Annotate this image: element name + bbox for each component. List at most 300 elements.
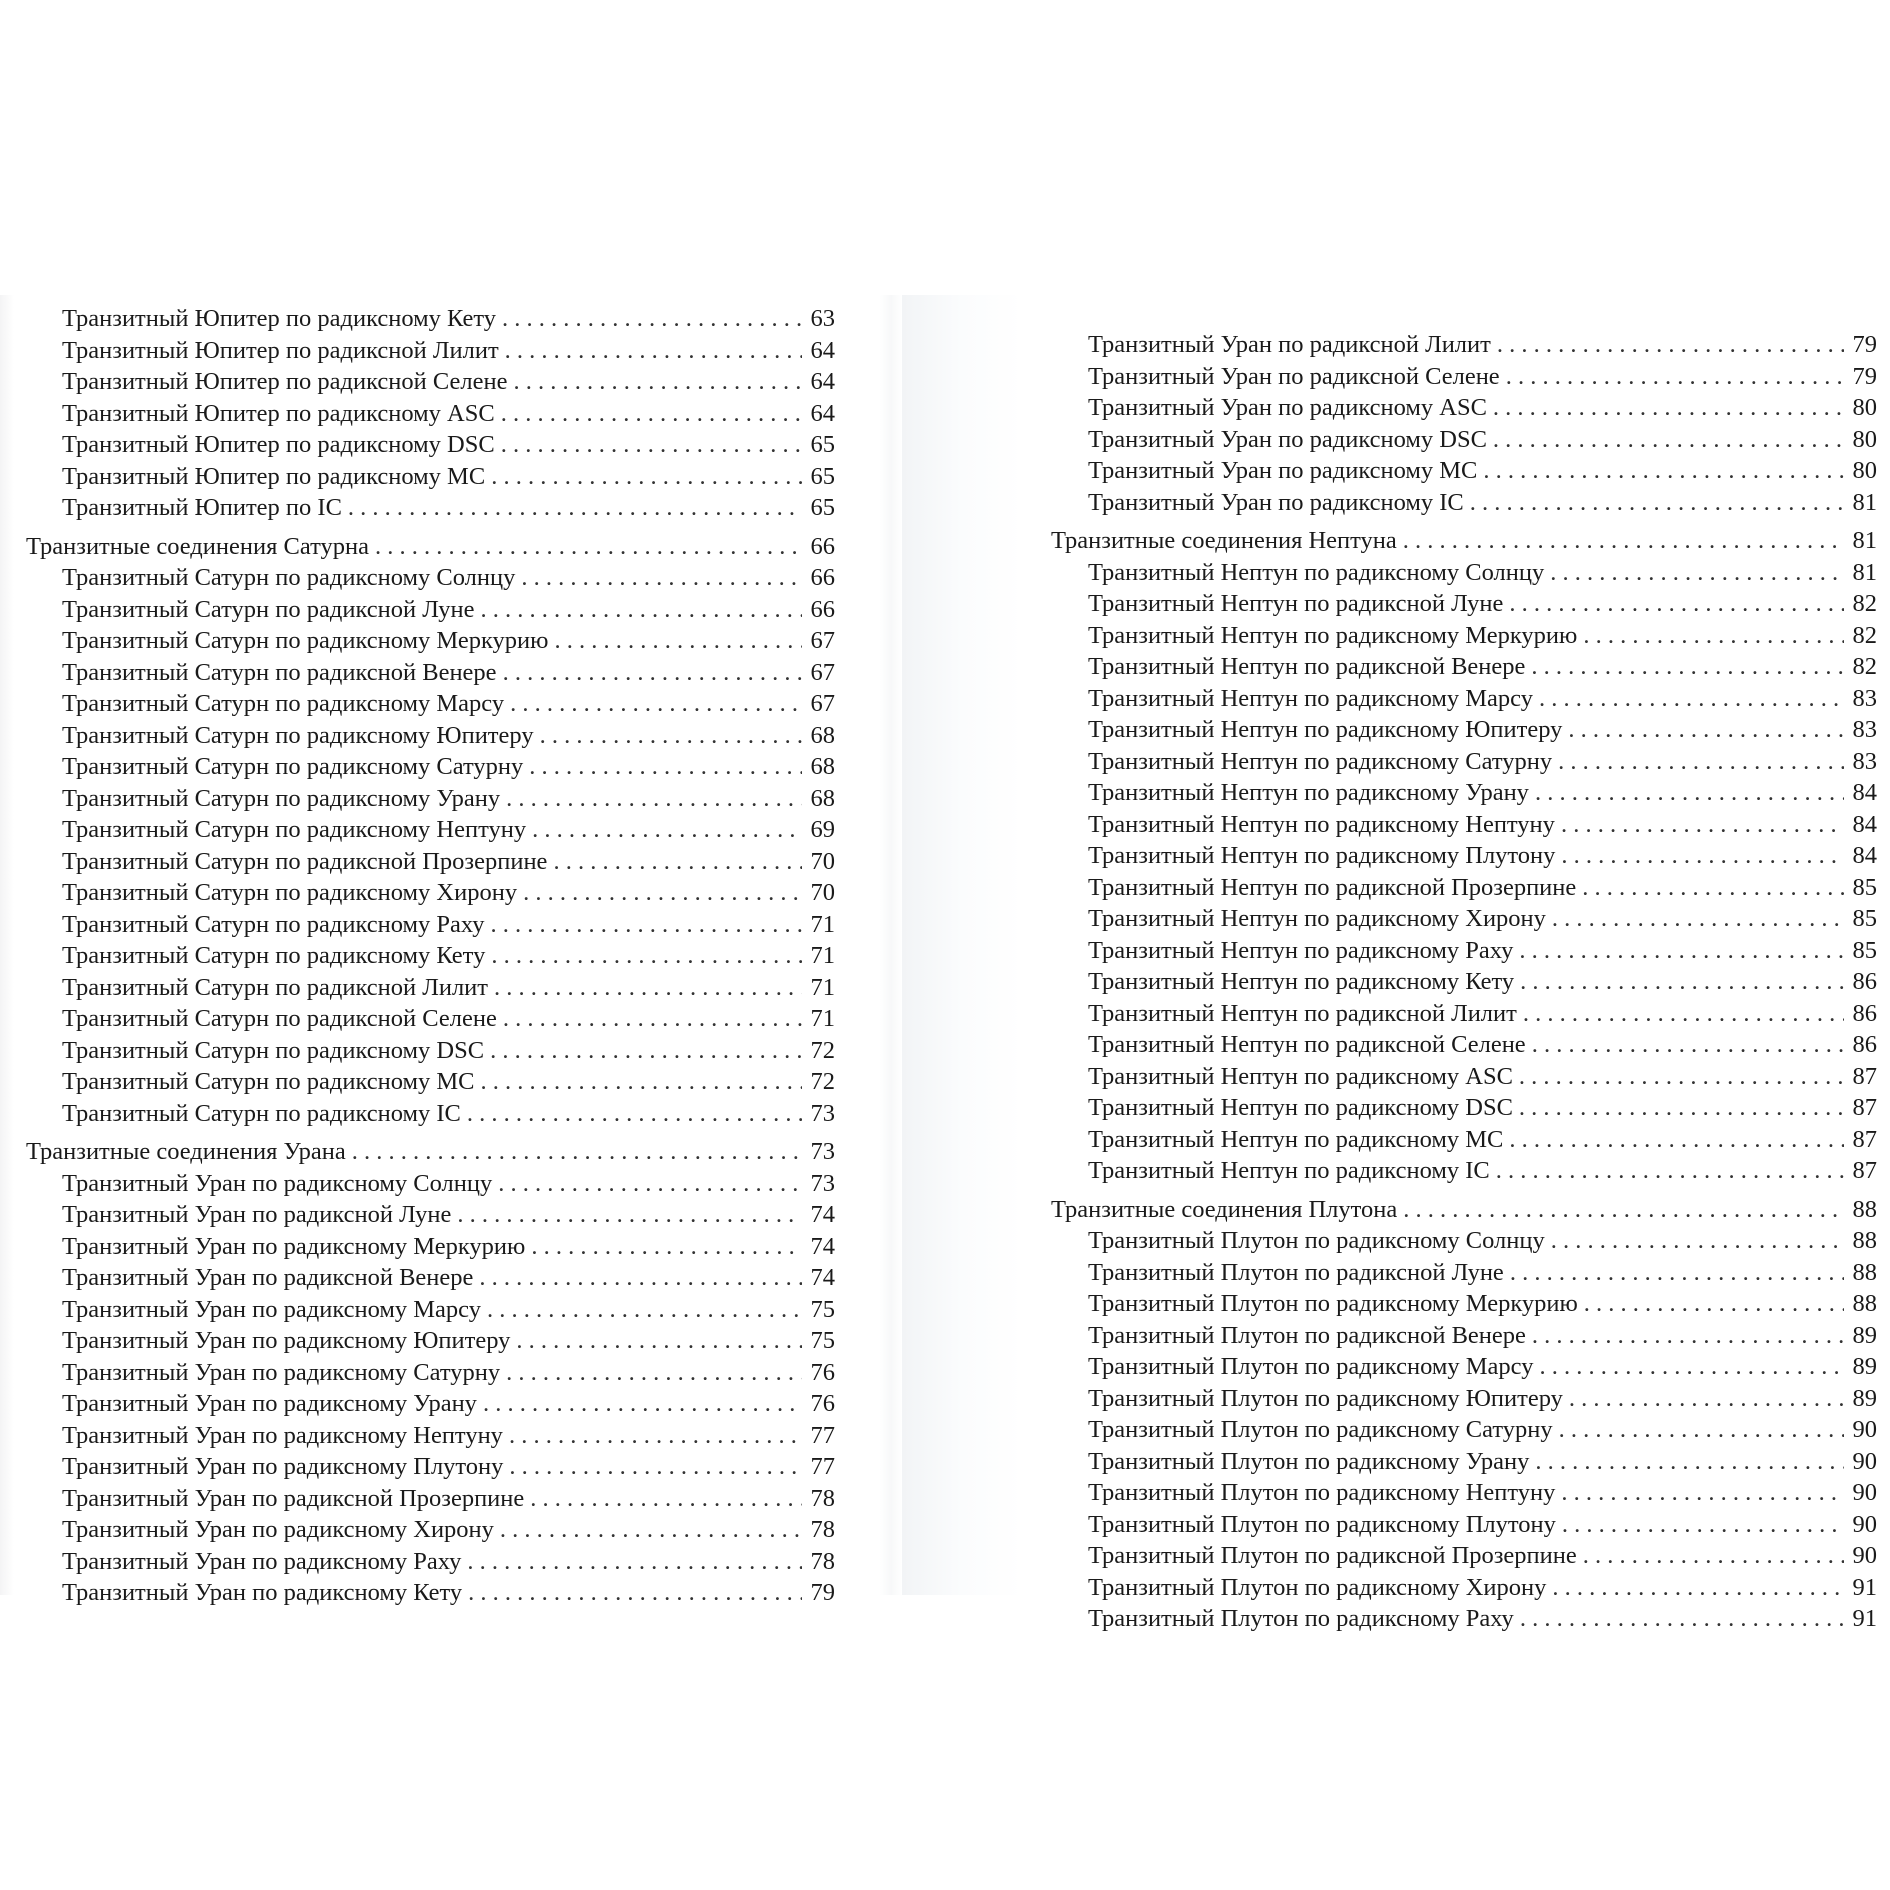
toc-entry-title: Транзитный Нептун по радиксному Сатурну bbox=[1088, 747, 1553, 775]
toc-entry-title: Транзитный Юпитер по радиксному ASC bbox=[62, 399, 495, 427]
toc-entry bbox=[902, 1540, 1877, 1572]
toc-entry-title: Транзитный Юпитер по радиксной Лилит bbox=[62, 336, 499, 364]
toc-entry-title: Транзитный Плутон по радиксному Раху bbox=[1088, 1605, 1514, 1632]
dot-leader bbox=[490, 1035, 802, 1067]
toc-entry bbox=[902, 1092, 1877, 1124]
dot-leader bbox=[468, 1577, 802, 1609]
toc-entry-title: Транзитный Плутон по радиксному Марсу bbox=[1088, 1353, 1534, 1380]
dot-leader bbox=[1493, 424, 1844, 456]
toc-entry-title: Транзитный Плутон по радиксной Луне bbox=[1088, 1258, 1504, 1286]
toc-entry-title: Транзитный Нептун по радиксной Луне bbox=[1088, 590, 1504, 617]
toc-entry-title: Транзитные соединения Плутона bbox=[1051, 1195, 1398, 1223]
dot-leader bbox=[1552, 1572, 1844, 1604]
toc-entry bbox=[0, 1231, 835, 1263]
toc-entry-title: Транзитный Уран по радиксному Сатурну bbox=[62, 1358, 501, 1386]
toc-entry bbox=[0, 594, 835, 626]
dot-leader bbox=[502, 303, 802, 335]
toc-entry-title: Транзитный Сатурн по радиксному Кету bbox=[62, 942, 486, 969]
toc-page-number: 82 bbox=[1852, 590, 1877, 617]
toc-entry bbox=[902, 777, 1877, 809]
toc-page-number: 87 bbox=[1852, 1062, 1877, 1090]
toc-entry-title: Транзитный Плутон по радиксной Венере bbox=[1088, 1321, 1526, 1349]
toc-entry-title: Транзитный Плутон по радиксному Хирону bbox=[1088, 1573, 1547, 1601]
dot-leader bbox=[531, 1231, 802, 1263]
toc-entry bbox=[0, 877, 835, 909]
toc-entry bbox=[0, 1451, 835, 1483]
toc-page-number: 75 bbox=[810, 1327, 835, 1354]
toc-page-number: 83 bbox=[1852, 684, 1877, 712]
right-page bbox=[902, 295, 1890, 1632]
toc-page-number: 67 bbox=[810, 690, 835, 717]
toc-entry-title: Транзитный Сатурн по радиксному IC bbox=[62, 1099, 461, 1127]
toc-entry-title: Транзитные соединения Сатурна bbox=[26, 532, 369, 560]
dot-leader bbox=[1535, 1446, 1844, 1478]
toc-entry-title: Транзитный Сатурн по радиксной Венере bbox=[62, 658, 497, 686]
toc-page-number: 76 bbox=[810, 1358, 835, 1386]
dot-leader bbox=[480, 594, 802, 626]
toc-entry-title: Транзитный Уран по радиксной Венере bbox=[62, 1264, 474, 1291]
toc-page-number: 90 bbox=[1852, 1542, 1877, 1569]
toc-entry bbox=[0, 429, 835, 461]
toc-entry bbox=[0, 1066, 835, 1098]
dot-leader bbox=[1403, 525, 1844, 557]
toc-page-number: 71 bbox=[810, 942, 835, 969]
toc-entry-title: Транзитный Нептун по радиксному DSC bbox=[1088, 1094, 1513, 1121]
toc-entry bbox=[0, 1325, 835, 1357]
toc-entry-title: Транзитный Нептун по радиксному Хирону bbox=[1088, 905, 1546, 932]
toc-entry bbox=[902, 1603, 1877, 1635]
toc-entry bbox=[902, 1509, 1877, 1541]
toc-entry bbox=[0, 492, 835, 524]
toc-entry-title: Транзитный Сатурн по радиксному DSC bbox=[62, 1036, 485, 1064]
toc-entry-title: Транзитный Сатурн по радиксной Прозерпине bbox=[62, 847, 548, 875]
toc-entry-title: Транзитный Уран по радиксному Солнцу bbox=[62, 1169, 493, 1197]
toc-entry-title: Транзитный Нептун по радиксному Юпитеру bbox=[1088, 716, 1563, 743]
toc-page-number: 86 bbox=[1852, 999, 1877, 1027]
toc-page-number: 88 bbox=[1852, 1227, 1877, 1254]
toc-entry bbox=[0, 1168, 835, 1200]
toc-page-number: 89 bbox=[1852, 1384, 1877, 1412]
toc-entry bbox=[0, 783, 835, 815]
toc-entry bbox=[902, 1029, 1877, 1061]
toc-entry bbox=[0, 1003, 835, 1035]
toc-entry bbox=[0, 1294, 835, 1326]
dot-leader bbox=[505, 335, 802, 367]
toc-entry bbox=[902, 620, 1877, 652]
dot-leader bbox=[1509, 588, 1844, 620]
toc-section-entry bbox=[902, 1194, 1877, 1226]
toc-entry-title: Транзитный Уран по радиксной Селене bbox=[1088, 362, 1500, 390]
toc-entry-title: Транзитный Плутон по радиксному Меркурию bbox=[1088, 1290, 1578, 1317]
toc-entry bbox=[0, 461, 835, 493]
toc-page-number: 70 bbox=[810, 879, 835, 906]
toc-page-number: 73 bbox=[810, 1138, 835, 1165]
toc-list-right bbox=[902, 329, 1877, 1635]
dot-leader bbox=[501, 429, 802, 461]
dot-leader bbox=[498, 1168, 802, 1200]
dot-leader bbox=[1532, 1320, 1844, 1352]
toc-page-number: 86 bbox=[1852, 968, 1877, 995]
toc-page-number: 66 bbox=[810, 564, 835, 591]
toc-entry-title: Транзитный Уран по радиксному Урану bbox=[62, 1390, 477, 1417]
toc-entry-title: Транзитный Нептун по радиксному ASC bbox=[1088, 1062, 1513, 1090]
toc-entry bbox=[902, 746, 1877, 778]
toc-page-number: 74 bbox=[810, 1264, 835, 1291]
dot-leader bbox=[1583, 1540, 1844, 1572]
toc-entry bbox=[902, 1320, 1877, 1352]
toc-page-number: 78 bbox=[810, 1547, 835, 1575]
dot-leader bbox=[1496, 1155, 1844, 1187]
toc-page-number: 64 bbox=[810, 399, 835, 427]
toc-page-number: 85 bbox=[1852, 873, 1877, 901]
toc-page-number: 67 bbox=[810, 658, 835, 686]
toc-page-number: 89 bbox=[1852, 1321, 1877, 1349]
toc-entry-title: Транзитный Уран по радиксному IC bbox=[1088, 488, 1464, 516]
toc-section-entry bbox=[902, 525, 1877, 557]
toc-page-number: 70 bbox=[810, 847, 835, 875]
toc-entry bbox=[902, 998, 1877, 1030]
dot-leader bbox=[521, 562, 802, 594]
toc-entry-title: Транзитный Юпитер по радиксному DSC bbox=[62, 431, 495, 458]
dot-leader bbox=[1551, 1225, 1844, 1257]
toc-page-number: 87 bbox=[1852, 1125, 1877, 1153]
toc-entry-title: Транзитный Сатурн по радиксному Раху bbox=[62, 910, 485, 938]
dot-leader bbox=[467, 1098, 802, 1130]
toc-entry bbox=[902, 903, 1877, 935]
dot-leader bbox=[352, 1136, 802, 1168]
dot-leader bbox=[1506, 361, 1844, 393]
toc-entry bbox=[902, 1414, 1877, 1446]
dot-leader bbox=[1519, 935, 1844, 967]
toc-page-number: 68 bbox=[810, 753, 835, 780]
toc-section-entry bbox=[0, 531, 835, 563]
dot-leader bbox=[1519, 1061, 1844, 1093]
dot-leader bbox=[1523, 998, 1844, 1030]
toc-entry-title: Транзитный Сатурн по радиксному Марсу bbox=[62, 690, 505, 717]
toc-page-number: 82 bbox=[1852, 621, 1877, 649]
dot-leader bbox=[503, 657, 802, 689]
toc-entry bbox=[902, 588, 1877, 620]
dot-leader bbox=[1483, 455, 1844, 487]
toc-page-number: 90 bbox=[1852, 1416, 1877, 1443]
toc-page-number: 90 bbox=[1852, 1510, 1877, 1538]
toc-entry-title: Транзитный Плутон по радиксному Нептуну bbox=[1088, 1479, 1556, 1506]
dot-leader bbox=[1510, 1257, 1844, 1289]
toc-entry bbox=[0, 1357, 835, 1389]
toc-entry-title: Транзитный Нептун по радиксной Венере bbox=[1088, 653, 1526, 680]
dot-leader bbox=[1493, 392, 1844, 424]
toc-entry bbox=[0, 1199, 835, 1231]
toc-entry-title: Транзитный Юпитер по радиксному МС bbox=[62, 462, 486, 490]
dot-leader bbox=[1584, 1288, 1844, 1320]
dot-leader bbox=[490, 909, 802, 941]
toc-page-number: 80 bbox=[1852, 457, 1877, 484]
dot-leader bbox=[501, 398, 802, 430]
dot-leader bbox=[1532, 1029, 1844, 1061]
toc-entry-title: Транзитный Нептун по радиксной Лилит bbox=[1088, 999, 1517, 1027]
toc-entry bbox=[902, 966, 1877, 998]
dot-leader bbox=[1520, 1603, 1844, 1635]
dot-leader bbox=[348, 492, 802, 524]
toc-entry-title: Транзитный Сатурн по радиксному Урану bbox=[62, 784, 501, 812]
toc-page-number: 79 bbox=[1852, 362, 1877, 390]
toc-entry bbox=[0, 1483, 835, 1515]
toc-entry bbox=[0, 688, 835, 720]
toc-page-number: 65 bbox=[810, 494, 835, 521]
toc-section-entry bbox=[0, 1136, 835, 1168]
toc-entry-title: Транзитные соединения Нептуна bbox=[1051, 527, 1397, 554]
dot-leader bbox=[1520, 966, 1844, 998]
toc-page-number: 90 bbox=[1852, 1447, 1877, 1475]
toc-entry bbox=[0, 972, 835, 1004]
dot-leader bbox=[481, 1066, 802, 1098]
toc-page-number: 68 bbox=[810, 721, 835, 749]
toc-entry bbox=[902, 809, 1877, 841]
toc-entry-title: Транзитный Уран по радиксному Хирону bbox=[62, 1516, 494, 1543]
toc-page-number: 72 bbox=[810, 1068, 835, 1095]
dot-leader bbox=[516, 1325, 802, 1357]
dot-leader bbox=[1561, 1477, 1844, 1509]
toc-entry bbox=[902, 424, 1877, 456]
dot-leader bbox=[530, 1483, 802, 1515]
toc-entry bbox=[0, 1546, 835, 1578]
toc-entry-title: Транзитный Сатурн по радиксной Селене bbox=[62, 1005, 497, 1032]
toc-entry bbox=[902, 557, 1877, 589]
toc-entry bbox=[0, 814, 835, 846]
toc-entry bbox=[902, 1257, 1877, 1289]
dot-leader bbox=[487, 1294, 802, 1326]
toc-entry-title: Транзитный Сатурн по радиксному Меркурию bbox=[62, 627, 549, 654]
dot-leader bbox=[529, 751, 802, 783]
dot-leader bbox=[1403, 1194, 1844, 1226]
dot-leader bbox=[457, 1199, 802, 1231]
toc-entry-title: Транзитный Уран по радиксному Марсу bbox=[62, 1295, 481, 1323]
toc-page-number: 78 bbox=[810, 1484, 835, 1512]
toc-entry-title: Транзитный Сатурн по радиксному МС bbox=[62, 1068, 475, 1095]
toc-entry bbox=[0, 1514, 835, 1546]
toc-entry bbox=[0, 1577, 835, 1609]
toc-entry-title: Транзитный Нептун по радиксному Меркурию bbox=[1088, 621, 1578, 649]
toc-page-number: 88 bbox=[1852, 1195, 1877, 1223]
toc-entry bbox=[902, 329, 1877, 361]
toc-entry-title: Транзитный Уран по радиксному Кету bbox=[62, 1579, 463, 1606]
toc-entry-title: Транзитный Плутон по радиксному Плутону bbox=[1088, 1510, 1556, 1538]
toc-page-number: 90 bbox=[1852, 1479, 1877, 1506]
dot-leader bbox=[532, 814, 802, 846]
toc-page-number: 71 bbox=[810, 910, 835, 938]
toc-page-number: 79 bbox=[1852, 331, 1877, 358]
dot-leader bbox=[375, 531, 802, 563]
toc-entry bbox=[902, 1124, 1877, 1156]
dot-leader bbox=[509, 1420, 802, 1452]
dot-leader bbox=[1552, 903, 1844, 935]
toc-entry-title: Транзитный Уран по радиксному Плутону bbox=[62, 1453, 504, 1480]
dot-leader bbox=[494, 972, 802, 1004]
toc-page-number: 71 bbox=[810, 973, 835, 1001]
toc-page-number: 84 bbox=[1852, 842, 1877, 869]
toc-page-number: 72 bbox=[810, 1036, 835, 1064]
toc-page-number: 65 bbox=[810, 462, 835, 490]
toc-entry bbox=[902, 651, 1877, 683]
toc-page-number: 81 bbox=[1852, 558, 1877, 586]
toc-entry bbox=[0, 1420, 835, 1452]
toc-entry-title: Транзитный Сатурн по радиксному Солнцу bbox=[62, 564, 516, 591]
toc-page-number: 83 bbox=[1852, 716, 1877, 743]
toc-entry-title: Транзитный Сатурн по радиксному Сатурну bbox=[62, 753, 524, 780]
toc-entry bbox=[902, 1477, 1877, 1509]
dot-leader bbox=[503, 1003, 802, 1035]
toc-entry-title: Транзитный Нептун по радиксному Урану bbox=[1088, 779, 1529, 806]
toc-entry bbox=[902, 1225, 1877, 1257]
toc-page-number: 73 bbox=[810, 1099, 835, 1127]
toc-entry-title: Транзитный Уран по радиксному ASC bbox=[1088, 394, 1487, 421]
dot-leader bbox=[1558, 746, 1844, 778]
toc-page-number: 77 bbox=[810, 1421, 835, 1449]
toc-entry bbox=[902, 1155, 1877, 1187]
dot-leader bbox=[514, 366, 803, 398]
toc-entry-title: Транзитный Плутон по радиксному Солнцу bbox=[1088, 1227, 1545, 1254]
dot-leader bbox=[1561, 809, 1844, 841]
toc-entry bbox=[0, 398, 835, 430]
toc-page-number: 81 bbox=[1852, 527, 1877, 554]
toc-page-number: 87 bbox=[1852, 1094, 1877, 1121]
toc-entry bbox=[0, 720, 835, 752]
toc-entry-title: Транзитный Нептун по радиксному IC bbox=[1088, 1157, 1490, 1184]
toc-entry-title: Транзитный Уран по радиксному Меркурию bbox=[62, 1232, 526, 1260]
toc-page-number: 74 bbox=[810, 1232, 835, 1260]
toc-entry-title: Транзитный Юпитер по радиксному Кету bbox=[62, 305, 496, 332]
toc-entry-title: Транзитный Юпитер по радиксной Селене bbox=[62, 368, 508, 395]
dot-leader bbox=[1519, 1092, 1844, 1124]
toc-entry bbox=[902, 1351, 1877, 1383]
toc-entry bbox=[902, 714, 1877, 746]
toc-entry-title: Транзитный Юпитер по IC bbox=[62, 494, 342, 521]
toc-entry-title: Транзитный Плутон по радиксному Урану bbox=[1088, 1447, 1530, 1475]
toc-entry bbox=[902, 840, 1877, 872]
dot-leader bbox=[1539, 683, 1844, 715]
dot-leader bbox=[1562, 1509, 1844, 1541]
toc-entry-title: Транзитный Нептун по радиксному Нептуну bbox=[1088, 810, 1555, 838]
toc-list-left bbox=[0, 303, 835, 1609]
toc-entry-title: Транзитные соединения Урана bbox=[26, 1138, 346, 1165]
toc-entry-title: Транзитный Уран по радиксному Нептуну bbox=[62, 1421, 503, 1449]
toc-page-number: 74 bbox=[810, 1201, 835, 1228]
toc-entry bbox=[0, 751, 835, 783]
toc-page-number: 71 bbox=[810, 1005, 835, 1032]
toc-page-number: 82 bbox=[1852, 653, 1877, 680]
toc-entry bbox=[902, 1572, 1877, 1604]
toc-entry bbox=[0, 366, 835, 398]
toc-entry-title: Транзитный Сатурн по радиксному Нептуну bbox=[62, 816, 527, 843]
dot-leader bbox=[479, 1262, 802, 1294]
toc-entry bbox=[0, 846, 835, 878]
dot-leader bbox=[1470, 487, 1844, 519]
toc-entry-title: Транзитный Нептун по радиксному Раху bbox=[1088, 936, 1514, 964]
toc-entry-title: Транзитный Нептун по радиксному Марсу bbox=[1088, 684, 1533, 712]
dot-leader bbox=[1550, 557, 1844, 589]
toc-page-number: 91 bbox=[1852, 1605, 1877, 1632]
toc-entry-title: Транзитный Плутон по радиксной Прозерпине bbox=[1088, 1542, 1577, 1569]
dot-leader bbox=[553, 846, 802, 878]
toc-page-number: 78 bbox=[810, 1516, 835, 1543]
dot-leader bbox=[1539, 1351, 1844, 1383]
toc-page-number: 83 bbox=[1852, 747, 1877, 775]
dot-leader bbox=[1509, 1124, 1844, 1156]
toc-page-number: 81 bbox=[1852, 488, 1877, 516]
dot-leader bbox=[491, 461, 802, 493]
left-page bbox=[0, 295, 880, 1606]
dot-leader bbox=[500, 1514, 802, 1546]
toc-entry bbox=[902, 1061, 1877, 1093]
toc-entry bbox=[0, 1035, 835, 1067]
toc-entry-title: Транзитный Уран по радиксному Раху bbox=[62, 1547, 462, 1575]
toc-page-number: 79 bbox=[810, 1579, 835, 1606]
toc-page-number: 69 bbox=[810, 816, 835, 843]
toc-entry bbox=[902, 392, 1877, 424]
toc-page-number: 85 bbox=[1852, 905, 1877, 932]
dot-leader bbox=[1559, 1414, 1844, 1446]
toc-entry-title: Транзитный Нептун по радиксному Солнцу bbox=[1088, 558, 1545, 586]
toc-page-number: 80 bbox=[1852, 425, 1877, 453]
toc-page-number: 85 bbox=[1852, 936, 1877, 964]
toc-entry-title: Транзитный Сатурн по радиксной Лилит bbox=[62, 973, 488, 1001]
toc-entry-title: Транзитный Нептун по радиксной Селене bbox=[1088, 1031, 1526, 1058]
dot-leader bbox=[1497, 329, 1844, 361]
toc-page-number: 84 bbox=[1852, 810, 1877, 838]
toc-entry-title: Транзитный Уран по радиксному DSC bbox=[1088, 425, 1487, 453]
toc-entry-title: Транзитный Плутон по радиксному Сатурну bbox=[1088, 1416, 1553, 1443]
toc-entry bbox=[0, 940, 835, 972]
dot-leader bbox=[554, 625, 802, 657]
toc-page-number: 66 bbox=[810, 595, 835, 623]
toc-page-number: 88 bbox=[1852, 1258, 1877, 1286]
toc-entry bbox=[902, 1383, 1877, 1415]
toc-entry bbox=[0, 1262, 835, 1294]
toc-entry bbox=[902, 872, 1877, 904]
toc-entry-title: Транзитный Нептун по радиксному Кету bbox=[1088, 968, 1515, 995]
toc-entry bbox=[902, 1446, 1877, 1478]
toc-page-number: 75 bbox=[810, 1295, 835, 1323]
toc-page-number: 89 bbox=[1852, 1353, 1877, 1380]
dot-leader bbox=[523, 877, 802, 909]
toc-entry-title: Транзитный Сатурн по радиксной Луне bbox=[62, 595, 475, 623]
toc-page-number: 66 bbox=[810, 532, 835, 560]
toc-page-number: 64 bbox=[810, 336, 835, 364]
toc-entry-title: Транзитный Нептун по радиксному МС bbox=[1088, 1125, 1504, 1153]
toc-page-number: 86 bbox=[1852, 1031, 1877, 1058]
dot-leader bbox=[1561, 840, 1844, 872]
dot-leader bbox=[1569, 1383, 1844, 1415]
toc-entry bbox=[0, 909, 835, 941]
toc-page-number: 73 bbox=[810, 1169, 835, 1197]
dot-leader bbox=[1535, 777, 1844, 809]
dot-leader bbox=[509, 1451, 802, 1483]
dot-leader bbox=[506, 783, 802, 815]
toc-entry-title: Транзитный Уран по радиксному Юпитеру bbox=[62, 1327, 511, 1354]
toc-entry-title: Транзитный Уран по радиксной Луне bbox=[62, 1201, 452, 1228]
toc-entry-title: Транзитный Нептун по радиксной Прозерпине bbox=[1088, 873, 1577, 901]
dot-leader bbox=[1582, 872, 1844, 904]
dot-leader bbox=[1531, 651, 1844, 683]
toc-entry bbox=[902, 683, 1877, 715]
toc-entry bbox=[902, 487, 1877, 519]
toc-page-number: 68 bbox=[810, 784, 835, 812]
dot-leader bbox=[483, 1388, 802, 1420]
toc-entry bbox=[902, 455, 1877, 487]
toc-entry-title: Транзитный Уран по радиксному МС bbox=[1088, 457, 1478, 484]
toc-entry bbox=[0, 1388, 835, 1420]
dot-leader bbox=[491, 940, 802, 972]
